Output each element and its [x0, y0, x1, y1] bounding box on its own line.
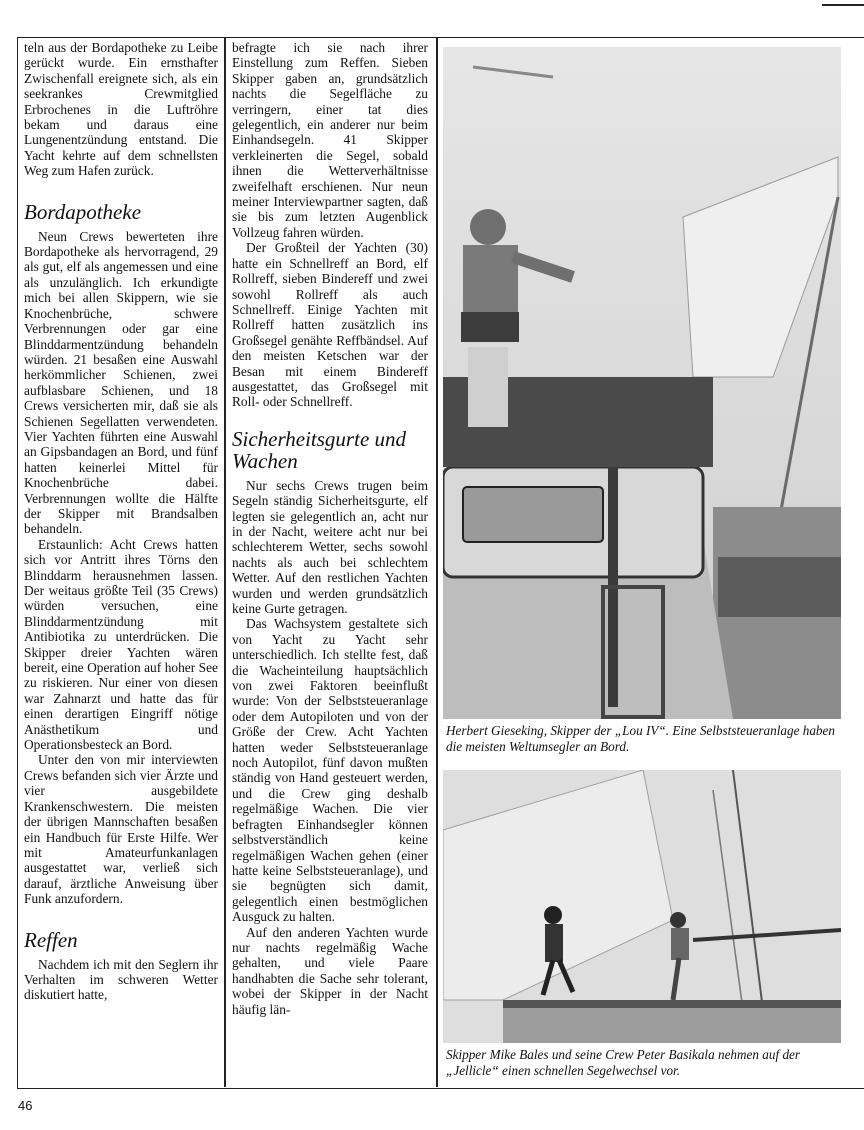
photo-caption-bottom: Skipper Mike Bales und seine Crew Peter Basikala nehmen auf der „Jellicle“ einen schnellen Segelwechsel vor.: [446, 1047, 801, 1078]
paragraph: Nur sechs Crews trugen beim Segeln ständig Sicherheitsgurte, elf legten sie gelegentlich an, acht nur in der Nacht, weitere acht nur bei schlechterem Wetter, sechs sowohl nachts als auch bei schlechtem Wetter. Auf den restlichen Yachten wurden und werden grundsätzlich keine Gurte getragen.: [232, 477, 428, 616]
paragraph: Auf den anderen Yachten wurde nur nachts regelmäßig Wache gehalten, und viele Paare handhabten die Sache sehr tolerant, wobei der Skipper in der Nacht häufig län-: [232, 924, 428, 1017]
paragraph: Erstaunlich: Acht Crews hatten sich vor Antritt ihres Törns den Blinddarm herausnehmen lassen. Der weitaus größte Teil (35 Crews) würden versuchen, eine Blinddarmentzündung mit Antibiotika zu unterdrücken. Die Skipper dreier Yachten wären bereit, eine Operation auf hoher See zu riskieren. Nur einer von diesen war Zahnarzt und hatte das für einen derartigen Eingriff nötige Anästhetikum und Operationsbesteck an Bord.: [24, 536, 218, 753]
photo-caption-top: Herbert Gieseking, Skipper der „Lou IV“. Eine Selbststeueranlage haben die meisten Weltumsegler an Bord.: [446, 723, 835, 754]
section-heading-reffen: Reffen: [24, 927, 78, 952]
paragraph: Nachdem ich mit den Seglern ihr Verhalten im schweren Wetter diskutiert hatte,: [24, 956, 218, 1003]
page-number: 46: [18, 1098, 33, 1113]
photo-skipper-illustration: [443, 47, 841, 719]
paragraph: befragte ich sie nach ihrer Einstellung zum Reffen. Sieben Skipper gaben an, grundsätzlich nachts die Segelfläche zu verringern, einer tat dies gelegentlich, ein anderer nur beim Einhandsegeln. 41 Skipper verkleinerten die Segel, sobald ihnen die Wetterverhältnisse zweifelhaft erschienen. Nur neun meiner Interviewpartner sagten, daß sie bis zum letzten Augenblick Vollzeug fahren würden.: [232, 40, 428, 240]
column-divider-1: [224, 37, 226, 1087]
text-column-2: [232, 40, 428, 1017]
paragraph: Unter den von mir interviewten Crews befanden sich vier Ärzte und vier ausgebildete Krankenschwestern. Die meisten der übrigen Mannschaften besaßen ein Handbuch für Erste Hilfe. Wer mit Amateurfunkanlagen ausgestattet war, verließ sich darauf, ärztliche Anweisung über Funk anzufordern.: [24, 752, 218, 907]
paragraph: Der Großteil der Yachten (30) hatte ein Schnellreff an Bord, elf Rollreff, sieben Bindereff und zwei sowohl Rollreff als auch Schnellreff. Einige Yachten mit Rollreff hatten zusätzlich ins Großsegel genähte Reffbändsel. Auf den meisten Ketschen war der Besan mit einem Bindereff ausgestattet, das Großsegel mit Roll- oder Schnellreff.: [232, 240, 428, 410]
paragraph: Das Wachsystem gestaltete sich von Yacht zu Yacht sehr unterschiedlich. Ich stellte fest, daß die Wacheinteilung hauptsächlich von zwei Faktoren beeinflußt wurde: Von der Selbststeueranlage oder dem Autopiloten und von der Größe der Crew. Acht Yachten hatten weder Selbststeueranlage noch Autopilot, fünf davon mußten ständig von Hand gesteuert werden, und die Crew ging deshalb regelmäßige Wachen. Die vier befragten Einhandsegler können selbstverständlich keine regelmäßigen Wachen gehen (einer hatte keine Selbststeueranlage), und sie begnügten sich damit, gelegentlich einen bestmöglichen Ausguck zu halten.: [232, 616, 428, 925]
paragraph: teln aus der Bordapotheke zu Leibe gerückt wurde. Ein ernsthafter Zwischenfall ereignete sich, als ein seekrankes Crewmitglied Erbrochenes in die Luftröhre bekam und daraus eine Lungenentzündung entstand. Die Yacht kehrte auf dem schnellsten Weg zum Hafen zurück.: [24, 40, 218, 179]
top-corner-rule: [822, 4, 864, 6]
text-column-1: [24, 40, 218, 1003]
section-heading-sicherheitsgurte: Sicherheitsgurte und Wachen: [232, 426, 407, 473]
photo-sail-illustration: [443, 770, 841, 1043]
photo-skipper-at-helm: [443, 47, 841, 719]
photo-sail-change: [443, 770, 841, 1043]
section-heading-bordapotheke: Bordapotheke: [24, 199, 142, 224]
paragraph: Neun Crews bewerteten ihre Bordapotheke als hervorragend, 29 als gut, elf als angemessen und eine als unzulänglich. Ich erkundigte mich bei allen Skippern, wie sie Knochenbrüche, schwere Verbrennungen oder gar eine Blinddarmentzündung behandeln würden. 21 besaßen eine Auswahl herkömmlicher Schienen, zwei aufblasbare Schienen, und 18 Crews versicherten mir, daß sie als Schienen Segellatten verwendeten. Vier Yachten führten eine Auswahl an Gipsbandagen an Bord, und fünf hatten keinerlei Mittel für Knochenbrüche dabei. Verbrennungen wollte die Hälfte der Skipper mit Brandsalben behandeln.: [24, 228, 218, 537]
column-divider-2: [436, 37, 438, 1087]
